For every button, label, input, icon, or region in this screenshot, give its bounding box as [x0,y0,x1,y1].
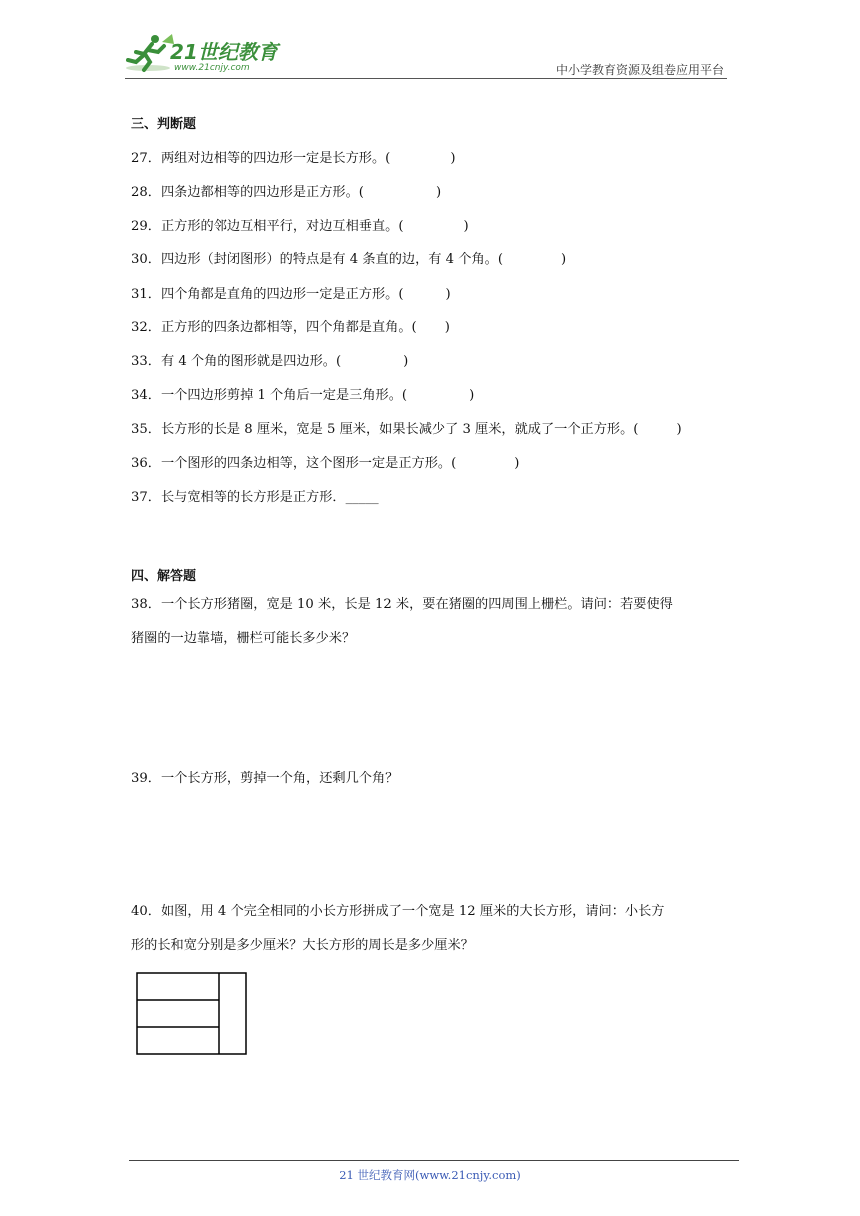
platform-label: 中小学教育资源及组卷应用平台 [555,63,724,77]
question-40-line-1: 40．如图，用 4 个完全相同的小长方形拼成了一个宽是 12 厘米的大长方形，请问：小长方 [131,904,665,919]
question-33 [131,350,408,369]
question-text: 32．正方形的四条边都相等，四个角都是直角。( [131,320,417,335]
section-title-answer: 四、解答题 [131,569,197,584]
close-paren: ) [445,287,451,302]
question-40 [131,895,664,963]
question-text: 36．一个图形的四条边相等，这个图形一定是正方形。( [131,456,457,471]
rectangles-figure [136,972,248,1056]
question-36 [131,452,519,471]
question-28 [131,181,441,200]
question-text: 33．有 4 个角的图形就是四边形。( [131,354,342,369]
question-text: 29．正方形的邻边互相平行，对边互相垂直。( [131,219,404,234]
question-31 [131,283,451,302]
question-37: 37．长与宽相等的长方形是正方形．_____ [131,490,379,505]
question-text: 35．长方形的长是 8 厘米，宽是 5 厘米，如果长减少了 3 厘米，就成了一个正方形。( [131,422,639,437]
big-rectangle [137,973,246,1054]
footer-divider [129,1160,739,1161]
close-paren: ) [514,456,520,471]
question-38-line-2: 猪圈的一边靠墙，栅栏可能长多少米？ [131,631,356,646]
question-38 [131,588,673,656]
question-32 [131,316,450,335]
question-30 [131,248,566,267]
close-paren: ) [435,185,442,200]
close-paren: ) [444,320,450,335]
close-paren: ) [560,252,567,267]
close-paren: ) [469,388,475,403]
question-34 [131,384,474,403]
question-40-line-2: 形的长和宽分别是多少厘米？大长方形的周长是多少厘米？ [131,938,474,953]
section-title-judge: 三、判断题 [131,117,197,132]
question-text: 30．四边形（封闭图形）的特点是有 4 条直的边，有 4 个角。( [131,252,503,267]
footer-text: 21 世纪教育网(www.21cnjy.com) [339,1168,521,1182]
header-divider [125,78,727,79]
question-35 [131,418,682,437]
logo-main-text: 21世纪教育 [170,40,278,64]
close-paren: ) [676,422,682,437]
question-27 [131,147,455,166]
question-38-line-1: 38．一个长方形猪圈，宽是 10 米，长是 12 米，要在猪圈的四周围上栅栏。请问：若要使得 [131,597,673,612]
question-text: 28．四条边都相等的四边形是正方形。( [131,185,364,200]
question-text: 34．一个四边形剪掉 1 个角后一定是三角形。( [131,388,408,403]
logo-sub-text: www.21cnjy.com [174,63,250,73]
question-text: 27．两组对边相等的四边形一定是长方形。( [131,151,391,166]
close-paren: ) [463,219,469,234]
close-paren: ) [450,151,456,166]
logo [122,30,292,80]
page-header [0,0,860,90]
question-text: 31．四个角都是直角的四边形一定是正方形。( [131,287,404,302]
question-39: 39．一个长方形，剪掉一个角，还剩几个角？ [131,771,399,786]
close-paren: ) [403,354,409,369]
question-29 [131,215,469,234]
